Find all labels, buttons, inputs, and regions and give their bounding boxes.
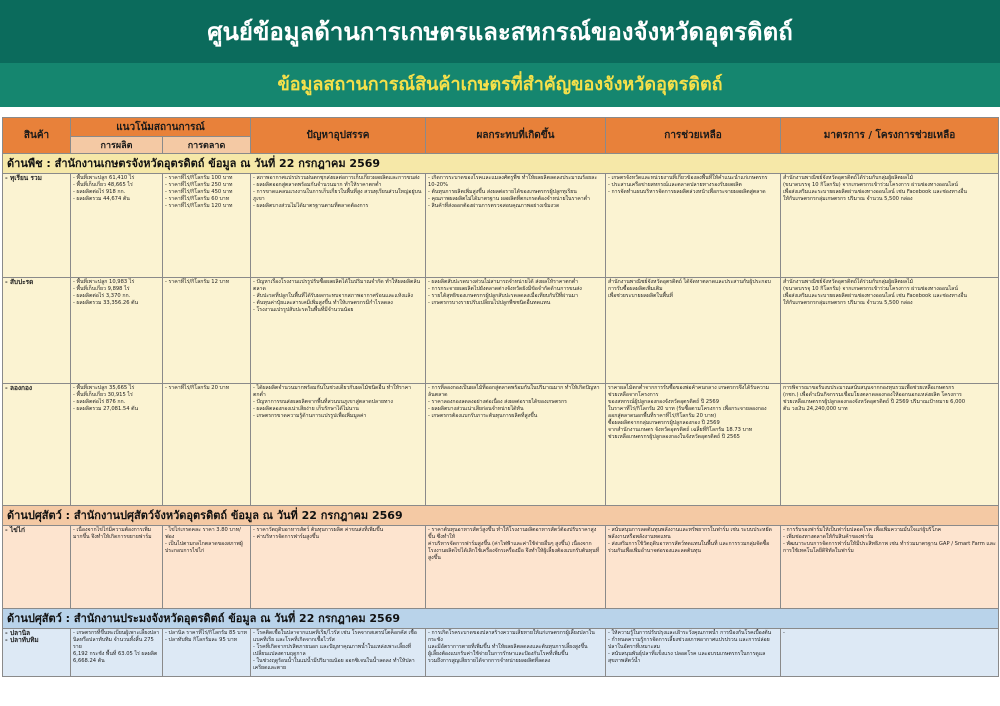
problems-line: - โรงงานแปรรูปสับปะรดในพื้นที่มีจำนวนน้อย — [253, 307, 354, 313]
problems-line: - ค่าบริหารจัดการฟาร์มสูงขึ้น — [253, 534, 319, 540]
assistance-line: ราคาผลไม้ตกต่ำจากการรับซื้อของพ่อค้าคนกลาง เกษตรกรจึงได้รับความช่วยเหลือจากโครงการ — [608, 385, 770, 398]
product-cell — [3, 526, 71, 609]
marketing-line: - ราคาที่ไร่/กิโลกรัม 12 บาท — [165, 279, 230, 285]
problems-line: - ปัญหาเรื่องโรงงานแปรรูปรับซื้อผลผลิตได้ในปริมาณจำกัด ทำให้ผลผลิตล้นตลาด — [253, 279, 421, 292]
assistance-line: - ส่งเสริมการใช้วัตถุดิบอาหารสัตว์ทดแทนในพื้นที่ และการรวมกลุ่มจัดซื้อร่วมกันเพื่อเพิ่มอำนาจต่อรองและลดต้นทุน — [608, 541, 770, 554]
impacts-line: - การกระจายผลผลิตไปยังตลาดต่างจังหวัดยังมีข้อจำกัดด้านการขนส่ง — [428, 286, 582, 292]
marketing-line: - ราคาที่ไร่/กิโลกรัม 120 บาท — [165, 203, 233, 209]
impacts-line: - คุณภาพผลผลิตไม่ได้มาตรฐาน ผลผลิตที่ตกเกรดต้องจำหน่ายในราคาต่ำ — [428, 196, 590, 202]
problems-cell — [251, 278, 426, 384]
impacts-line: - ราคาลองกองลดลงอย่างต่อเนื่อง ส่งผลต่อรายได้ของเกษตรกร — [428, 399, 567, 405]
section-header-row — [3, 506, 999, 526]
assistance-line: - เกษตรจังหวัดและหน่วยงานที่เกี่ยวข้องลงพื้นที่ให้คำแนะนำแก่เกษตรกร — [608, 175, 768, 181]
assistance-cell — [606, 174, 781, 278]
header-production: การผลิต — [71, 137, 163, 154]
marketing-line: - ปลานิล ราคาที่ไร่/กิโลกรัม 85 บาท — [165, 630, 247, 636]
marketing-line: - ราคาที่ไร่/กิโลกรัม 20 บาท — [165, 385, 230, 391]
problems-cell — [251, 174, 426, 278]
assistance-line: - ประสานเครือข่ายสหกรณ์และตลาดปลายทางรองรับผลผลิต — [608, 182, 742, 188]
measures-line: - — [783, 630, 785, 636]
measures-cell — [781, 526, 999, 609]
header-situation: แนวโน้มสถานการณ์ — [71, 118, 251, 137]
assistance-line: - ให้ความรู้ในการปรับปรุงและเฝ้าระวังคุณภาพน้ำ การป้องกันโรคเบื้องต้น — [608, 630, 772, 636]
marketing-line: - ราคาที่ไร่/กิโลกรัม 450 บาท — [165, 189, 233, 195]
production-line: 6,192 กระชัง พื้นที่ 63.05 ไร่ ผลผลิต 6,668.24 ตัน — [73, 651, 158, 664]
situation-table-wrapper — [2, 117, 998, 677]
page-subtitle: ข้อมูลสถานการณ์สินค้าเกษตรที่สำคัญของจังหวัดอุตรดิตถ์ — [0, 63, 1000, 107]
impacts-cell — [426, 278, 606, 384]
impacts-line: และมีอัตราการตายที่เพิ่มขึ้น ทำให้ผลผลิตลดลงและต้นทุนการเลี้ยงสูงขึ้น — [428, 644, 588, 650]
measures-line: - เพิ่มช่องทางตลาดให้กับสินค้าของฟาร์ม — [783, 534, 874, 540]
assistance-line: ในราคาที่ไร่/กิโลกรัม 20 บาท (รับซื้อตามโครงการ เพื่อกระจายลองกอง — [608, 406, 767, 412]
production-line: - เกษตรกรที่ขึ้นทะเบียนผู้เพาะเลี้ยงปลานิลหรือปลาทับทิม จำนวนทั้งสิ้น 275 ราย — [73, 630, 160, 650]
production-line: - ผลผลิตต่อไร่ 876 กก. — [73, 399, 126, 405]
production-line: - ผลผลิตต่อไร่ 918 กก. — [73, 189, 126, 195]
assistance-line: เพื่อช่วยระบายผลผลิตในพื้นที่ — [608, 293, 673, 299]
measures-cell — [781, 384, 999, 506]
impacts-line: - เกษตรกรต้องแบกรับภาระต้นทุนการผลิตที่สูงขึ้น — [428, 413, 538, 419]
production-cell — [71, 629, 163, 677]
product-cell — [3, 384, 71, 506]
measures-line: ให้กับเกษตรกรกลุ่มเกษตรกร ปริมาณ จำนวน 5,500 กล่อง — [783, 196, 913, 202]
assistance-cell — [606, 384, 781, 506]
production-cell — [71, 526, 163, 609]
assistance-line: ซื้อผลผลิตจากกลุ่มเกษตรกรผู้ปลูกลองกอง ปี 2569 — [608, 420, 720, 426]
marketing-line: - ปลาทับทิม กิโลกรัมละ 95 บาท — [165, 637, 238, 643]
problems-line: - ปัญหาการขนส่งผลผลิตจากพื้นที่สวนบนภูเขาสู่ตลาดปลายทาง — [253, 399, 393, 405]
product-cell — [3, 629, 71, 677]
problems-line: - ผลผลิตบางส่วนไม่ได้มาตรฐานตามที่ตลาดต้องการ — [253, 203, 369, 209]
situation-table — [2, 117, 999, 677]
header-impacts: ผลกระทบที่เกิดขึ้น — [426, 118, 606, 154]
product-name: - ปลาทับทิม — [5, 636, 39, 644]
problems-cell — [251, 629, 426, 677]
product-cell — [3, 278, 71, 384]
problems-line: - ต้นทุนค่าปุ๋ยและสารเคมีเพิ่มสูงขึ้น ทำให้เกษตรกรมีกำไรลดลง — [253, 300, 393, 306]
table-body — [3, 154, 999, 677]
page-title: ศูนย์ข้อมูลด้านการเกษตรและสหกรณ์ของจังหวัดอุตรดิตถ์ — [0, 0, 1000, 63]
marketing-cell — [163, 278, 251, 384]
header-product: สินค้า — [3, 118, 71, 154]
assistance-line: - สนับสนุนการลดต้นทุนพลังงานและทรัพยากรในฟาร์ม เช่น ระบบประหยัดพลังงานหรือพลังงานทดแทน — [608, 527, 772, 540]
problems-line: - ในช่วงฤดูร้อนน้ำในแม่น้ำมีปริมาณน้อย ออกซิเจนในน้ำลดลง ทำให้ปลาเครียดและตาย — [253, 658, 415, 671]
marketing-cell — [163, 174, 251, 278]
measures-line: สำนักงานพาณิชย์จังหวัดอุตรดิตถ์ได้ร่วมกับกลุ่มผู้ผลิตผลไม้ — [783, 279, 914, 285]
problems-line: - โรคติดเชื้อในปลาจากแบคทีเรีย/ไวรัส เช่น โรคจากสเตรปโตค็อกคัส เชื้อแบคทีเรีย และโรคที่เกิดจากเชื้อไวรัส — [253, 630, 417, 643]
header-assistance: การช่วยเหลือ — [606, 118, 781, 154]
impacts-line: - การที่ลองกองเป็นผลไม้ที่ออกสู่ตลาดพร้อมกันในปริมาณมาก ทำให้เกิดปัญหาล้นตลาด — [428, 385, 600, 398]
problems-line: - เกษตรกรขาดความรู้ด้านการแปรรูปเพื่อเพิ่มมูลค่า — [253, 413, 367, 419]
production-cell — [71, 384, 163, 506]
header-marketing: การตลาด — [163, 137, 251, 154]
production-line: - เนื่องจากไข่ไก่มีความต้องการเพิ่มมากขึ้น จึงทำให้เกิดการขยายฟาร์ม — [73, 527, 152, 540]
impacts-line: - รายได้สุทธิของเกษตรกรผู้ปลูกสับปะรดลดลงเมื่อเทียบกับปีที่ผ่านมา — [428, 293, 579, 299]
problems-cell — [251, 526, 426, 609]
measures-line: การพิจารณาขอรับงบประมาณสนับสนุนจากกองทุนรวมเพื่อช่วยเหลือเกษตรกร — [783, 385, 955, 391]
table-row — [3, 278, 999, 384]
marketing-line: - ราคาที่ไร่/กิโลกรัม 60 บาท — [165, 196, 230, 202]
measures-cell — [781, 629, 999, 677]
marketing-cell — [163, 629, 251, 677]
product-name: - ลองกอง — [5, 384, 33, 392]
table-row — [3, 174, 999, 278]
header-measures: มาตรการ / โครงการช่วยเหลือ — [781, 118, 999, 154]
impacts-line: - สินค้าที่ส่งออกต้องผ่านการตรวจสอบคุณภาพอย่างเข้มงวด — [428, 203, 560, 209]
measures-line: - พัฒนาระบบการจัดการฟาร์มให้มีประสิทธิภาพ เช่น ทำร่วมมาตรฐาน GAP / Smart Farm และการใช้เทคโนโลยีดิจิทัลในฟาร์ม — [783, 541, 996, 554]
measures-line: เพื่อส่งเสริมและระบายผลผลิตผ่านช่องทางออนไลน์ เช่น Facebook และช่องทางอื่น — [783, 189, 967, 195]
impacts-line: ผู้เลี้ยงต้องแบกรับค่าใช้จ่ายในการรักษาและป้องกันโรคที่เพิ่มขึ้น — [428, 651, 569, 657]
assistance-line: ช่วยเหลือเกษตรกรผู้ปลูกลองกองในจังหวัดอุตรดิตถ์ ปี 2565 — [608, 434, 740, 440]
marketing-line: - ไข่ไก่เกรดคละ ราคา 3.80 บาท/ฟอง — [165, 527, 241, 540]
problems-line: - ราคาวัตถุดิบอาหารสัตว์ ต้นทุนการผลิต ค่าขนส่งที่เพิ่มขึ้น — [253, 527, 384, 533]
problems-line: - สับปะรดที่ปลูกในพื้นที่ได้รับผลกระทบจากสภาพอากาศร้อนและแห้งแล้ง — [253, 293, 413, 299]
measures-line: ตัน วงเงิน 24,240,000 บาท — [783, 406, 848, 412]
production-line: - ผลผลิตรวม 33,356.26 ตัน — [73, 300, 139, 306]
measures-cell — [781, 174, 999, 278]
assistance-line: สำนักงานพาณิชย์จังหวัดอุตรดิตถ์ ได้จัดหาตลาดและประสานกับผู้ประกอบการรับซื้อผลผลิตเพิ่มเติม — [608, 279, 771, 292]
table-row — [3, 384, 999, 506]
product-name: - ทุเรียน รวม — [5, 174, 42, 182]
marketing-line: - ราคาที่ไร่/กิโลกรัม 250 บาท — [165, 182, 233, 188]
impacts-line: - ราคาต้นทุนอาหารสัตว์สูงขึ้น ทำให้โรงงานผลิตอาหารสัตว์ต้องปรับราคาสูงขึ้น ซึ่งทำให้ — [428, 527, 597, 540]
assistance-line: - การจัดทำแผนบริหารจัดการผลผลิตล่วงหน้าเพื่อกระจายผลผลิตสู่ตลาด — [608, 189, 766, 195]
measures-line: (กชก.) เพื่อดำเนินกิจกรรมเชื่อมโยงตลาดลองกองให้ออกนอกแหล่งผลิต โครงการ — [783, 392, 962, 398]
impacts-line: - เกษตรกรบางรายปรับเปลี่ยนไปปลูกพืชชนิดอื่นทดแทน — [428, 300, 551, 306]
section-title: ด้านปศุสัตว์ : สำนักงานประมงจังหวัดอุตรดิตถ์ ข้อมูล ณ วันที่ 22 กรกฎาคม 2569 — [3, 609, 999, 629]
problems-line: - การขาดแคลนแรงงานในการเก็บเกี่ยวในพื้นที่สูง สวนทุเรียนส่วนใหญ่อยู่บนภูเขา — [253, 189, 422, 202]
assistance-line: ของสหกรณ์ผู้ปลูกลองกองจังหวัดอุตรดิตถ์ ปี 2569 — [608, 399, 720, 405]
problems-line: - ผลผลิตออกสู่ตลาดพร้อมกันจำนวนมาก ทำให้ราคาตกต่ำ — [253, 182, 382, 188]
section-title: ด้านพืช : สำนักงานเกษตรจังหวัดอุตรดิตถ์ ข้อมูล ณ วันที่ 22 กรกฎาคม 2569 — [3, 154, 999, 174]
problems-line: - โรคที่เกิดจากปรสิตภายนอก และปัญหาคุณภาพน้ำในแหล่งเพาะเลี้ยงที่เปลี่ยนแปลงตามฤดูกาล — [253, 644, 412, 657]
section-header-row — [3, 609, 999, 629]
table-row — [3, 629, 999, 677]
production-line: - ผลผลิตต่อไร่ 3,370 กก. — [73, 293, 131, 299]
measures-line: (ขนาดบรรจุ 10 กิโลกรัม) จากเกษตรกรเข้าร่วมโครงการ ผ่านช่องทางออนไลน์ — [783, 286, 958, 292]
measures-line: ช่วยเหลือเกษตรกรผู้ปลูกลองกองจังหวัดอุตรดิตถ์ ปี 2569 ปริมาณเป้าหมาย 6,000 — [783, 399, 966, 405]
measures-line: สำนักงานพาณิชย์จังหวัดอุตรดิตถ์ได้ร่วมกับกลุ่มผู้ผลิตผลไม้ — [783, 175, 914, 181]
assistance-cell — [606, 278, 781, 384]
measures-cell — [781, 278, 999, 384]
marketing-cell — [163, 384, 251, 506]
impacts-line: รวมถึงการสูญเสียรายได้จากการจำหน่ายผลผลิตที่ลดลง — [428, 658, 551, 664]
measures-line: เพื่อส่งเสริมและระบายผลผลิตผ่านช่องทางออนไลน์ เช่น Facebook และช่องทางอื่น — [783, 293, 967, 299]
assistance-line: จากสำนักงานเกษตร จังหวัดอุตรดิตถ์ เฉลี่ยที่กิโลกรัม 18.73 บาท — [608, 427, 753, 433]
assistance-line: - กำหนดความรู้การจัดการเลี้ยงช่วงสภาพอากาศแปรปรวน และการปล่อยปลาในอัตราที่เหมาะสม — [608, 637, 770, 650]
problems-line: - ได้ผลผลิตจำนวนมากพร้อมกันในช่วงเดียวกับผลไม้ชนิดอื่น ทำให้ราคาตกต่ำ — [253, 385, 412, 398]
assistance-cell — [606, 526, 781, 609]
production-cell — [71, 278, 163, 384]
production-line: - พื้นที่เก็บเกี่ยว 9,898 ไร่ — [73, 286, 130, 292]
impacts-line: - ผลผลิตสับปะรดบางส่วนไม่สามารถจำหน่ายได้ ส่งผลให้ราคาตกต่ำ — [428, 279, 578, 285]
impacts-cell — [426, 629, 606, 677]
header-problems: ปัญหาอุปสรรค — [251, 118, 426, 154]
impacts-line: ค่าบริหารจัดการฟาร์มสูงขึ้น (ค่าไฟฟ้าและค่าใช้จ่ายอื่นๆ สูงขึ้น) เนื่องจากโรงงานผลิตไข่ได้เลิกใช้เครื่องจักรเครื่องมือ จึงทำให้ผู้เลี้ยงต้องแบกรับต้นทุนที่สูงขึ้น — [428, 541, 600, 561]
production-line: - ผลผลิตรวม 27,081.54 ตัน — [73, 406, 139, 412]
assistance-cell — [606, 629, 781, 677]
marketing-line: - ราคาที่ไร่/กิโลกรัม 100 บาท — [165, 175, 233, 181]
production-line: - ผลผลิตรวม 44,674 ตัน — [73, 196, 130, 202]
production-line: - พื้นที่เพาะปลูก 61,410 ไร่ — [73, 175, 135, 181]
section-title: ด้านปศุสัตว์ : สำนักงานปศุสัตว์จังหวัดอุตรดิตถ์ ข้อมูล ณ วันที่ 22 กรกฎาคม 2569 — [3, 506, 999, 526]
product-name: - สับปะรด — [5, 278, 34, 286]
problems-cell — [251, 384, 426, 506]
production-line: - พื้นที่เก็บเกี่ยว 48,665 ไร่ — [73, 182, 133, 188]
impacts-cell — [426, 526, 606, 609]
impacts-cell — [426, 384, 606, 506]
measures-line: ให้กับเกษตรกรกลุ่มเกษตรกร ปริมาณ จำนวน 5,500 กล่อง — [783, 300, 913, 306]
impacts-line: - ต้นทุนการผลิตเพิ่มสูงขึ้น ส่งผลต่อรายได้ของเกษตรกรผู้ปลูกทุเรียน — [428, 189, 577, 195]
production-line: - พื้นที่เก็บเกี่ยว 30,915 ไร่ — [73, 392, 133, 398]
impacts-cell — [426, 174, 606, 278]
production-cell — [71, 174, 163, 278]
production-line: - พื้นที่เพาะปลูก 35,665 ไร่ — [73, 385, 135, 391]
impacts-line: - การเกิดโรคระบาดของปลาสร้างความเสียหายให้แก่เกษตรกรผู้เลี้ยงปลาในกระชัง — [428, 630, 595, 643]
marketing-line: - เป็นไปตามกลไกตลาดของสภาพผู้ประกอบการไข่ไก่ — [165, 541, 243, 554]
product-name: - ไข่ไก่ — [5, 526, 25, 534]
problems-line: - ผลผลิตลองกองเน่าเสียง่าย เก็บรักษาได้ไม่นาน — [253, 406, 359, 412]
table-row — [3, 526, 999, 609]
assistance-line: ออกสู่ตลาดนอกพื้นที่ราคาที่ไร่/กิโลกรัม 20 บาท) — [608, 413, 717, 419]
problems-line: - สภาพอากาศแปรปรวนฝนตกชุกส่งผลต่อการเก็บเกี่ยวผลผลิตและการขนส่ง — [253, 175, 420, 181]
impacts-line: - ผลผลิตบางส่วนเน่าเสียก่อนจำหน่ายได้ทัน — [428, 406, 524, 412]
section-header-row — [3, 154, 999, 174]
production-line: - พื้นที่เพาะปลูก 10,983 ไร่ — [73, 279, 135, 285]
measures-line: (ขนาดบรรจุ 10 กิโลกรัม) จากเกษตรกรเข้าร่วมโครงการ ผ่านช่องทางออนไลน์ — [783, 182, 958, 188]
assistance-line: - สนับสนุนพันธุ์ปลาที่แข็งแรง ปลอดโรค และอบรมเกษตรกรในการดูแลสุขภาพสัตว์น้ำ — [608, 651, 766, 664]
impacts-line: - เกิดการระบาดของโรคและแมลงศัตรูพืช ทำให้ผลผลิตลดลงประมาณร้อยละ 10-20% — [428, 175, 598, 188]
product-name: - ปลานิล — [5, 629, 31, 637]
measures-line: - การรับรองฟาร์มให้เป็นฟาร์มปลอดโรค เพื่อเพิ่มความมั่นใจแก่ผู้บริโภค — [783, 527, 942, 533]
marketing-cell — [163, 526, 251, 609]
product-cell — [3, 174, 71, 278]
